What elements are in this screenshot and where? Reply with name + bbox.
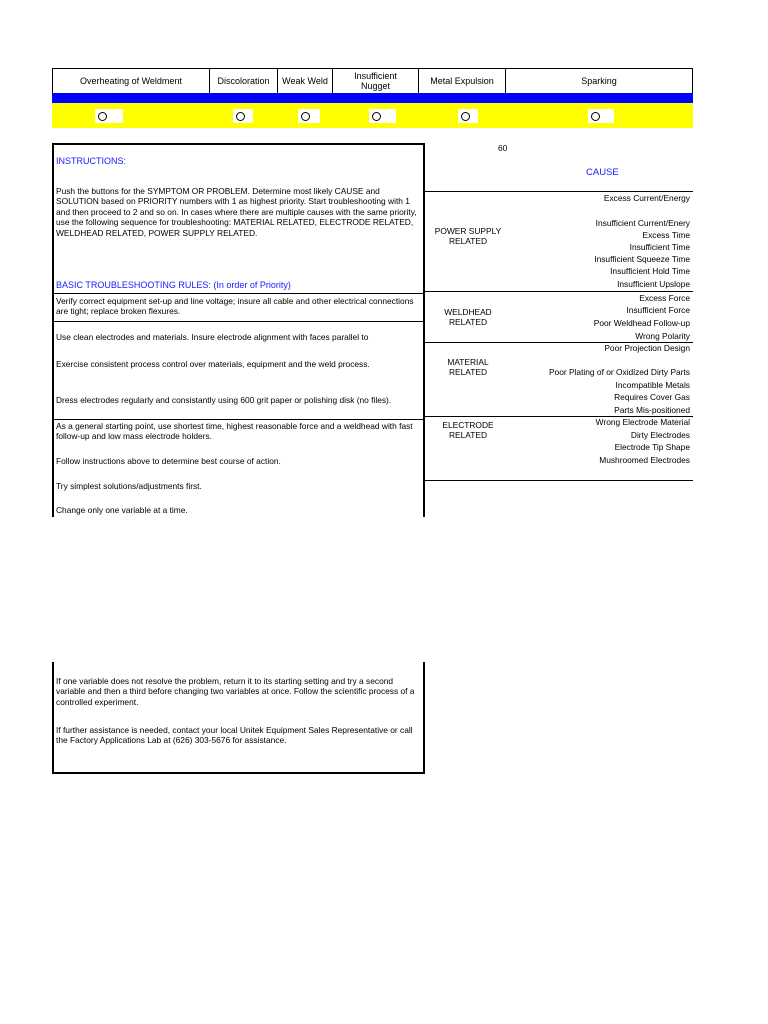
cause-item: Poor Weldhead Follow-up — [593, 318, 690, 328]
radio-dot-icon — [301, 112, 310, 121]
group-electrode: ELECTRODE RELATED — [442, 420, 494, 441]
cause-item: Insufficient Upslope — [617, 279, 690, 289]
rule-item: If further assistance is needed, contact your local Unitek Equipment Sales Representative or call the Factory Applications Lab at (626) 303-5676 for assistance. — [56, 725, 413, 746]
rule-item: Change only one variable at a time. — [56, 505, 188, 515]
rule-item: Follow instructions above to determine best course of action. — [56, 456, 281, 466]
group-power-supply: POWER SUPPLY RELATED — [434, 226, 502, 247]
blue-bar — [52, 93, 693, 103]
radio-sparking[interactable] — [588, 109, 614, 123]
divider — [425, 480, 693, 481]
radio-metal-expulsion[interactable] — [458, 109, 478, 123]
cause-item: Poor Projection Design — [604, 343, 690, 353]
radio-overheating[interactable] — [95, 109, 123, 123]
cause-item: Dirty Electrodes — [630, 430, 690, 440]
divider — [425, 191, 693, 192]
rules-title: BASIC TROUBLESHOOTING RULES: (In order of Priority) — [56, 280, 291, 290]
rule-item: Use clean electrodes and materials. Insure electrode alignment with faces parallel to — [56, 332, 369, 342]
instructions-panel — [52, 143, 425, 517]
radio-dot-icon — [98, 112, 107, 121]
symptom-header-weak-weld: Weak Weld — [278, 69, 333, 93]
cause-item: Parts Mis-positioned — [614, 405, 690, 415]
group-material: MATERIAL RELATED — [447, 357, 489, 378]
rule-item: If one variable does not resolve the problem, return it to its starting setting and try a second variable and then a third before changing two variables at once. Follow the scientific process of a controlled experiment. — [56, 676, 415, 707]
rule-item: Dress electrodes regularly and consistantly using 600 grit paper or polishing disk (no files). — [56, 395, 392, 405]
cause-item: Insufficient Current/Enery — [595, 218, 690, 228]
symptom-header-sparking: Sparking — [581, 76, 617, 86]
symptom-header-row — [52, 68, 693, 94]
cause-item: Excess Current/Energy — [603, 193, 690, 203]
radio-dot-icon — [372, 112, 381, 121]
symptom-header-overheating: Overheating of Weldment — [53, 69, 210, 93]
cause-item: Excess Force — [639, 293, 690, 303]
cause-item: Requires Cover Gas — [614, 392, 690, 402]
symptom-header-metal-expulsion: Metal Expulsion — [419, 69, 506, 93]
divider — [54, 419, 423, 420]
radio-dot-icon — [591, 112, 600, 121]
radio-insufficient-nugget[interactable] — [369, 109, 396, 123]
divider — [54, 321, 423, 322]
instructions-title: INSTRUCTIONS: — [56, 156, 127, 166]
radio-discoloration[interactable] — [233, 109, 253, 123]
counter-value: 60 — [498, 143, 508, 153]
rule-item: Exercise consistent process control over materials, equipment and the weld process. — [56, 359, 370, 369]
divider — [425, 291, 693, 292]
rule-item: Verify correct equipment set-up and line voltage; insure all cable and other electrical connections are tight; replace broken flexures. — [56, 296, 414, 317]
group-weldhead: WELDHEAD RELATED — [444, 307, 492, 328]
symptom-header-discoloration: Discoloration — [210, 69, 278, 93]
cause-item: Insufficient Force — [626, 305, 690, 315]
instructions-body: Push the buttons for the SYMPTOM OR PROBLEM. Determine most likely CAUSE and SOLUTION based on PRIORITY numbers with 1 as highest priority. Start troubleshooting with 1 and then proceed to 2 and so on. In cases where there are multiple causes with the same priority, use the following sequence for troubleshooting: MATERIAL RELATED, ELECTRODE RELATED, WELDHEAD RELATED, POWER SUPPLY RELATED. — [56, 186, 417, 238]
cause-item: Wrong Electrode Material — [595, 417, 690, 427]
cause-item: Mushroomed Electrodes — [599, 455, 690, 465]
cause-item: Excess Time — [642, 230, 690, 240]
rule-item: Try simplest solutions/adjustments first. — [56, 481, 202, 491]
symptom-header-insufficient-nugget: Insufficient Nugget — [333, 69, 419, 93]
radio-dot-icon — [236, 112, 245, 121]
cause-item: Insufficient Hold Time — [610, 266, 690, 276]
cause-item: Incompatible Metals — [615, 380, 690, 390]
cause-item: Poor Plating of or Oxidized Dirty Parts — [548, 367, 690, 377]
cause-title: CAUSE — [586, 167, 619, 178]
radio-weak-weld[interactable] — [298, 109, 320, 123]
cause-item: Insufficient Squeeze Time — [594, 254, 690, 264]
rule-item: As a general starting point, use shortest time, highest reasonable force and a weldhead with fast follow-up and low mass electrode holders. — [56, 421, 413, 442]
radio-dot-icon — [461, 112, 470, 121]
instructions-panel-continued — [52, 662, 425, 774]
cause-item: Insufficient Time — [629, 242, 690, 252]
cause-item: Wrong Polarity — [635, 331, 690, 341]
divider — [54, 293, 423, 294]
cause-item: Electrode Tip Shape — [614, 442, 690, 452]
symptom-table — [52, 68, 693, 128]
